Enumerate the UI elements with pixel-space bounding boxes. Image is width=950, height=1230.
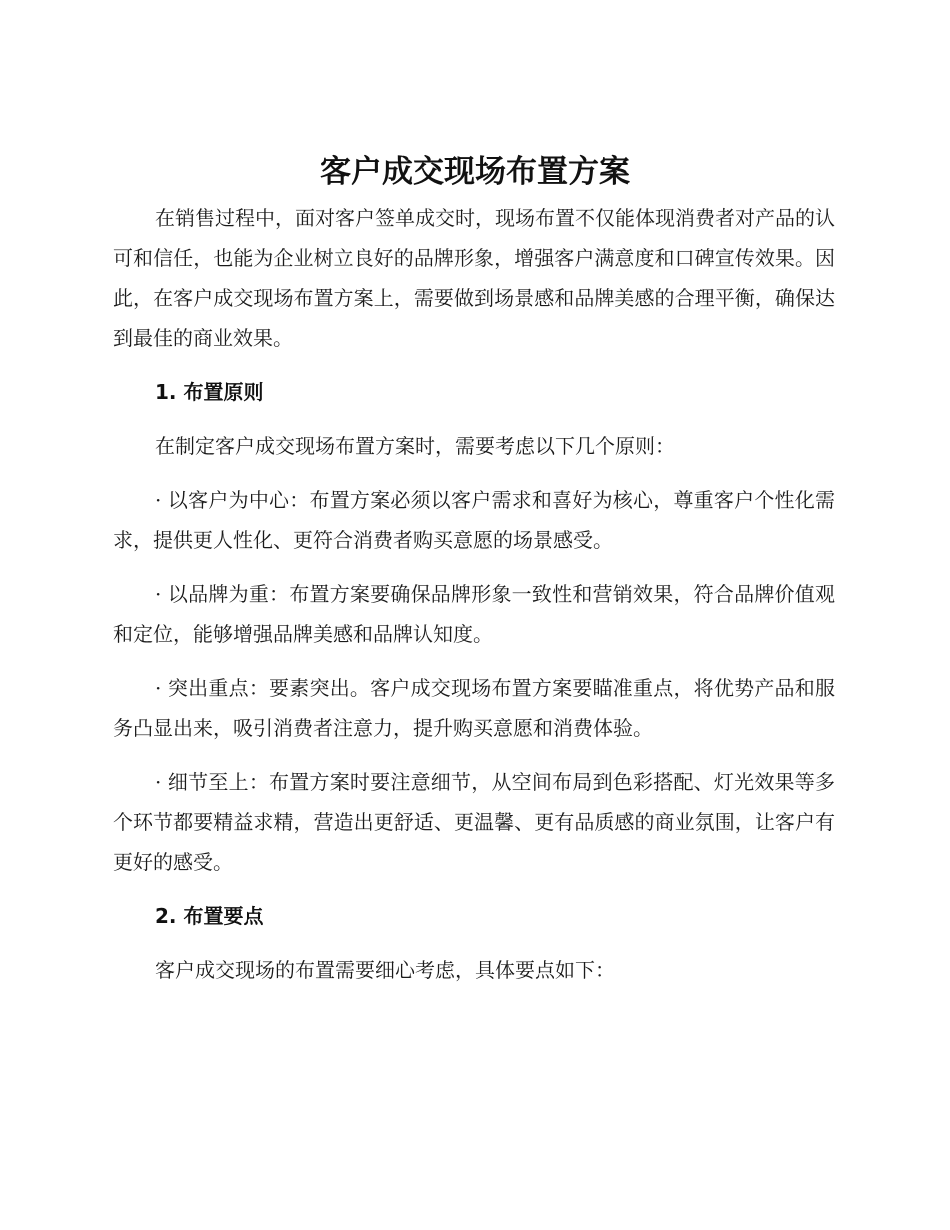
section-1-lead: 在制定客户成交现场布置方案时，需要考虑以下几个原则： [155,434,675,458]
intro-paragraph: 在销售过程中，面对客户签单成交时，现场布置不仅能体现消费者对产品的认可和信任，也能为企业树立良好的品牌形象，增强客户满意度和口碑宣传效果。因此，在客户成交现场布置方案上，需要做到场景感和品牌美感的合理平衡，确保达到最佳的商业效果。 [113,206,835,350]
principle-customer-centric: · 以客户为中心：布置方案必须以客户需求和喜好为核心，尊重客户个性化需求，提供更人性化、更符合消费者购买意愿的场景感受。 [113,488,835,552]
section-2-lead: 客户成交现场的布置需要细心考虑，具体要点如下： [155,958,615,982]
section-1-heading: 1. 布置原则 [155,380,264,404]
document-title: 客户成交现场布置方案 [320,154,630,190]
section-2-heading: 2. 布置要点 [155,904,264,928]
principle-details-first: · 细节至上：布置方案时要注意细节，从空间布局到色彩搭配、灯光效果等多个环节都要精益求精，营造出更舒适、更温馨、更有品质感的商业氛围，让客户有更好的感受。 [113,770,835,874]
principle-highlight-key-points: · 突出重点：要素突出。客户成交现场布置方案要瞄准重点，将优势产品和服务凸显出来，吸引消费者注意力，提升购买意愿和消费体验。 [113,676,835,740]
document-body [113,198,835,1004]
principle-brand-first: · 以品牌为重：布置方案要确保品牌形象一致性和营销效果，符合品牌价值观和定位，能够增强品牌美感和品牌认知度。 [113,582,835,646]
